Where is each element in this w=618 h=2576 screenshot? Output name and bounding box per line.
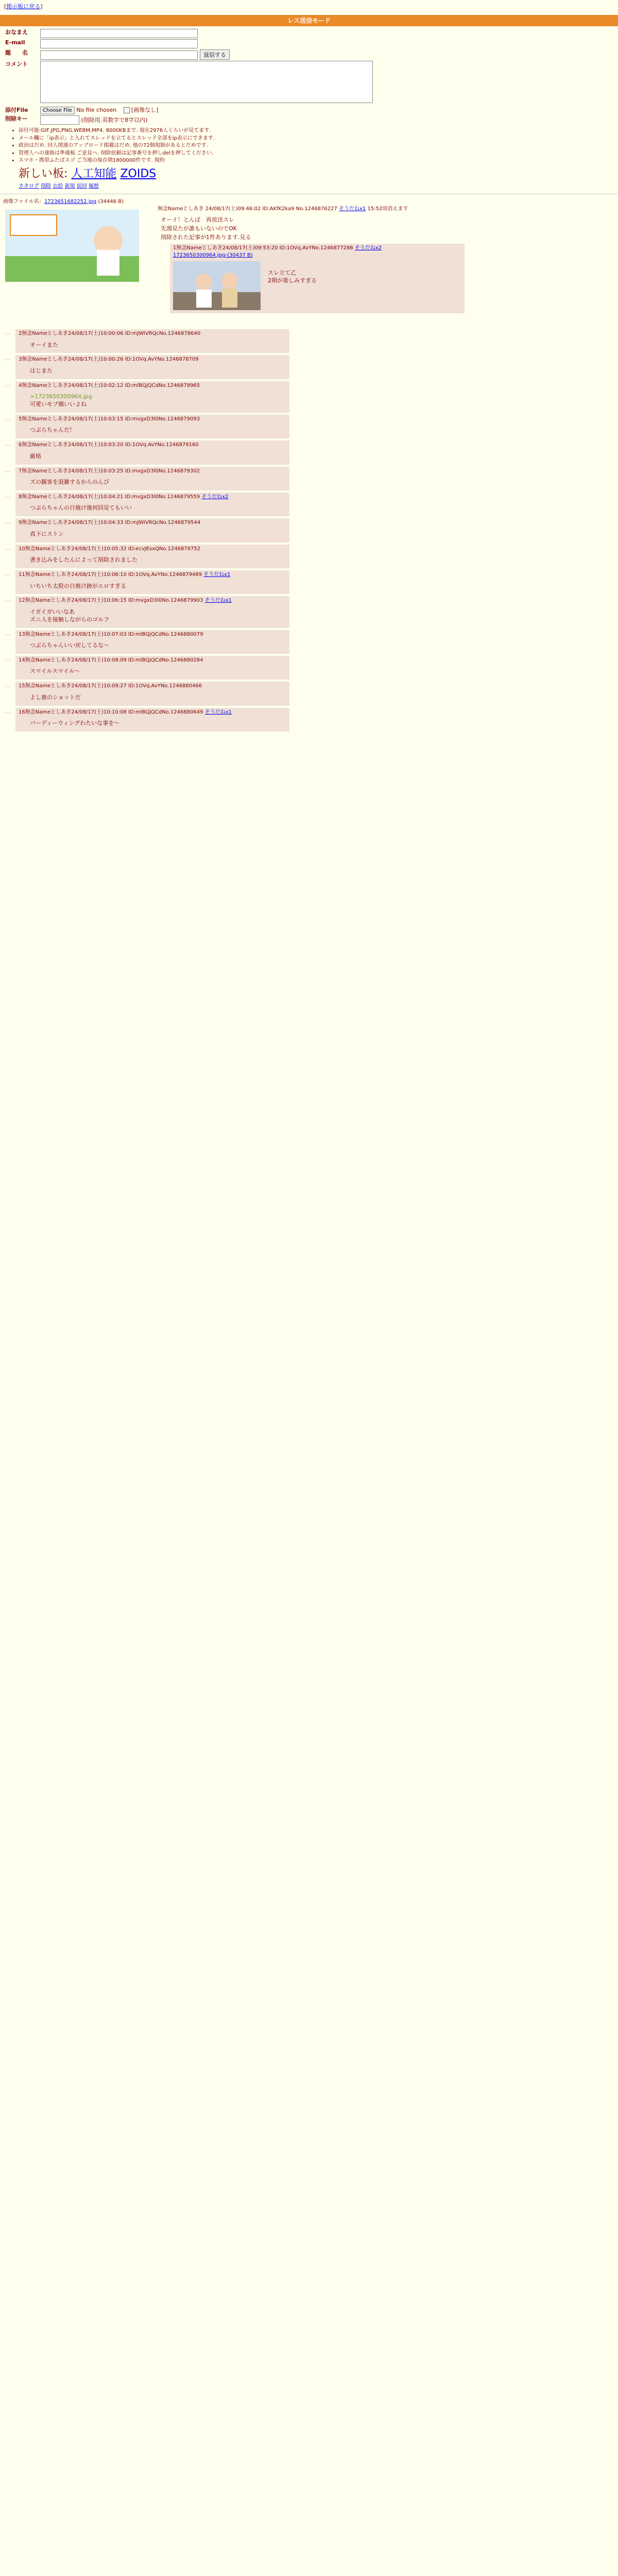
- name-input[interactable]: [40, 29, 198, 38]
- op-file-size: (34446 B): [98, 199, 124, 205]
- reply-meta: 無念Nameとしあき24/08/17(土)10:07:03 ID:mlBQjQCdNo.1246880079: [25, 631, 203, 637]
- reply-meta: 無念Nameとしあき24/08/17(土)10:10:08 ID:mlBQjQCdNo.1246880649: [25, 709, 203, 715]
- sodane-button[interactable]: そうだねx1: [339, 206, 366, 212]
- reply-wrapper: [0, 438, 618, 464]
- op-header: 無念Nameとしあき 24/08/17(土)09:46:02 ID:AKfK2ka9 No.1246876227 そうだねx1 15:52頃消えます: [158, 206, 408, 212]
- reply-meta: 無念Nameとしあき24/08/17(土)10:08:09 ID:mlBQjQCdNo.1246880284: [25, 657, 203, 663]
- reply-wrapper: [0, 706, 618, 732]
- reply-line: 厳格: [30, 452, 41, 460]
- reply-wrapper: [0, 568, 618, 594]
- reply-list: [0, 327, 618, 732]
- reply-body: [30, 342, 286, 349]
- delete-link[interactable]: 削除: [41, 183, 52, 189]
- password-input[interactable]: [40, 115, 79, 125]
- reply-post: [15, 355, 289, 379]
- reply-body: [30, 608, 286, 624]
- reply-line: いちいち太股の日焼け跡がエロすぎる: [30, 582, 126, 589]
- no-image-checkbox[interactable]: [124, 107, 130, 113]
- reply-header: [19, 330, 286, 337]
- reply-body: [30, 531, 286, 538]
- reply-body: [30, 393, 286, 409]
- reply-line: 真下にストン: [30, 530, 64, 537]
- reply-post: [15, 381, 289, 413]
- reply-meta: 無念Nameとしあき24/08/17(土)10:09:27 ID:1OVq.AvYNo.1246880466: [25, 683, 202, 689]
- reply-body: [30, 367, 286, 375]
- no-image-label: [画像なし]: [131, 106, 159, 113]
- reply-meta: 無念Nameとしあき24/08/17(土)10:00:06 ID:mJWiVRQcNo.1246878640: [22, 331, 201, 337]
- comment-label: コメント: [5, 61, 28, 68]
- reply-number: 6: [19, 442, 22, 448]
- note-item: • メール欄に「ip表示」と入れてスレッドを立てるとスレッド全部をip表示にできます.: [19, 135, 618, 142]
- reply-header: [19, 494, 286, 501]
- reply-post: [15, 708, 289, 732]
- reply-meta: 無念Nameとしあき24/08/17(土)10:06:15 ID:mvgxD3l0No.1246879903: [25, 598, 203, 604]
- reply-form: [3, 28, 375, 125]
- note-item: • 添付可能:GIF,JPG,PNG,WEBM,MP4. 8000KBまで. 現在2976人くらいが見てます.: [19, 127, 618, 134]
- board-links: [19, 183, 618, 190]
- reply-number: 8: [19, 494, 22, 500]
- reply-header: [19, 468, 286, 475]
- file-label: 添付File: [5, 106, 28, 113]
- reply-number: 2: [19, 331, 22, 337]
- reply-line: オーイまた: [30, 341, 58, 348]
- reply-wrapper: [0, 594, 618, 628]
- reply-post: [15, 493, 289, 516]
- reply-body: [30, 453, 286, 461]
- reply-meta: 無念Nameとしあき24/08/17(土)10:05:32 ID:ecvJEsxQNo.1246879752: [25, 546, 201, 552]
- reply-meta: 無念Nameとしあき24/08/17(土)10:03:20 ID:1OVq.AvYNo.1246879160: [22, 442, 199, 448]
- email-input[interactable]: [40, 39, 198, 48]
- reply-post: [15, 682, 289, 705]
- new-boards-prefix: 新しい板:: [19, 167, 68, 180]
- reply-line: スマイルスマイル～: [30, 668, 80, 675]
- reply-body: [30, 694, 286, 702]
- reply-post: [15, 570, 289, 594]
- top-nav: [掲示板に戻る]: [4, 3, 43, 10]
- name-label: おなまえ: [5, 29, 28, 36]
- reply-number: 3: [19, 357, 22, 363]
- reply-meta: 無念Nameとしあき24/08/17(土)10:03:25 ID:mvgxD3l0No.1246879302: [22, 468, 200, 474]
- op-line: 削除された記事が1件あります.見る: [161, 233, 251, 241]
- note-item: • スマホ・携帯ふたばスゴ ご当地の保存期1800000件です. 規約: [19, 157, 618, 164]
- reply-line: 書き込みをしたんによって削除されました: [30, 556, 138, 564]
- submit-button[interactable]: 返信する: [200, 49, 230, 60]
- reply-header: [19, 416, 286, 423]
- reply-wrapper: [0, 379, 618, 413]
- reply-line: 可愛いモブ顔いいよね: [30, 401, 87, 408]
- reply-header: [19, 709, 286, 716]
- reply-body: [30, 668, 286, 675]
- oekaki-link[interactable]: お絵: [53, 183, 63, 189]
- reply-line: イガイガいいなあ: [30, 608, 75, 615]
- reply-header: [19, 442, 286, 449]
- board-notes: [19, 127, 618, 164]
- subject-input[interactable]: [40, 50, 198, 60]
- reply-number: 11: [19, 572, 25, 578]
- reply-number: 13: [19, 631, 25, 637]
- reply-body: [30, 720, 286, 727]
- reply-number: 5: [19, 416, 22, 422]
- op-line: 先週見たが誰もいないのでOK: [161, 225, 237, 232]
- reply-line: 2期が楽しみすぎる: [268, 277, 317, 284]
- reply-line: つぶらちゃんの日焼け後何回見てもいい: [30, 504, 132, 512]
- reply-header: [19, 683, 286, 690]
- choose-file-button[interactable]: Choose File: [40, 107, 75, 115]
- email-label: E-mail: [5, 39, 25, 46]
- reply-header: [19, 356, 286, 363]
- reply-wrapper: [0, 543, 618, 568]
- op-file-prefix: 画像ファイル名：: [3, 199, 44, 205]
- op-line: オーイ！とんぼ 再放送スレ: [161, 216, 234, 224]
- reply-header: [19, 546, 286, 553]
- prev-link[interactable]: 前回: [76, 183, 87, 189]
- sodane-button[interactable]: そうだねx1: [204, 598, 232, 604]
- password-note: (削除用.英数字で8字以内): [81, 116, 148, 124]
- reply-wrapper: [0, 327, 618, 353]
- reply-header: [19, 631, 286, 638]
- reply-body: [30, 642, 286, 650]
- reply-body: [30, 504, 286, 512]
- reply-line: はじまた: [30, 367, 53, 374]
- reply-post: [15, 656, 289, 680]
- reply-number: 10: [19, 546, 25, 552]
- reply-post: [15, 440, 289, 464]
- reply-post: [15, 545, 289, 568]
- reply-header: [19, 597, 286, 604]
- note-item: • 政治はだめ. 同人関連のアップロード掲載はだめ. 他の72個規制があるとだめです.: [19, 142, 618, 149]
- note-item: • 管理人への連絡は準備板 ご意見へ. 削除依頼は記事番号を押しdelを押してください.: [19, 150, 618, 157]
- sodane-button[interactable]: そうだねx2: [354, 245, 382, 251]
- reply-meta: 無念Nameとしあき24/08/17(土)10:04:21 ID:mvgxD3l0No.1246879559: [22, 494, 200, 500]
- reply-meta: 無念Nameとしあき24/08/17(土)10:00:26 ID:1OVq.AvYNo.1246878709: [22, 357, 199, 363]
- reply-number: 9: [19, 520, 22, 526]
- reply-wrapper: [0, 490, 618, 516]
- reply-meta: 無念Nameとしあき24/08/17(土)10:06:10 ID:1OVq.AvYNo.1246879489: [25, 572, 202, 578]
- reply-wrapper: [0, 516, 618, 542]
- reply-header: [19, 571, 286, 579]
- reply-line: >1723650300964.jpg: [30, 393, 92, 400]
- reply-header: [19, 657, 286, 664]
- no-file-text: No file chosen: [76, 106, 117, 113]
- reply-line: バーディーウィングわたいな事を～: [30, 720, 120, 727]
- op-body: [161, 216, 615, 242]
- reply-line: ズの観客を混雑するからのんび: [30, 479, 109, 486]
- history-link[interactable]: 履歴: [88, 183, 99, 189]
- new-link[interactable]: 新規: [64, 183, 75, 189]
- reply-body: [30, 479, 286, 486]
- reply-header: [19, 382, 286, 389]
- subject-label: 題 名: [5, 49, 28, 57]
- sodane-button[interactable]: そうだねx1: [204, 709, 232, 715]
- reply-wrapper: [0, 680, 618, 705]
- reply-post: [15, 518, 289, 542]
- reply-line: ズニ人を接触しながらのゴルフ: [30, 616, 109, 623]
- back-to-board-link[interactable]: 掲示板に戻る: [6, 3, 41, 10]
- reply-post: [15, 596, 289, 628]
- reply-number: 7: [19, 468, 22, 474]
- reply-file-link[interactable]: 1723650300964.jpg-(30437 B): [173, 252, 253, 259]
- password-label: 削除キー: [5, 115, 28, 123]
- reply-wrapper: [0, 465, 618, 490]
- reply-body: [30, 427, 286, 434]
- op-thumbnail[interactable]: [5, 210, 139, 282]
- zoids-board-link[interactable]: ZOIDS: [120, 167, 157, 180]
- reply-body: [30, 583, 286, 590]
- sodane-button[interactable]: そうだねx2: [201, 494, 229, 500]
- op-file-link[interactable]: 1723651682252.jpg: [44, 199, 97, 205]
- reply-wrapper: [0, 628, 618, 654]
- reply-number: 16: [19, 709, 25, 715]
- reply-wrapper: [0, 654, 618, 680]
- reply-header: 1無念Nameとしあき24/08/17(土)09:53:20 ID:1OVq.AvYNo.1246877288 そうだねx2: [173, 245, 382, 251]
- reply-number: 4: [19, 382, 22, 388]
- reply-number: 12: [19, 598, 25, 604]
- reply-1: [170, 244, 465, 313]
- reply-line: つぶらちゃんいい戻してるな～: [30, 642, 109, 649]
- reply-wrapper: [0, 413, 618, 438]
- reply-line: つぶらちゃんだ！: [30, 427, 75, 434]
- reply-post: [15, 415, 289, 438]
- reply-body: [30, 556, 286, 564]
- reply-meta: 無念Nameとしあき24/08/17(土)10:02:12 ID:mlBQjQCdNo.1246878965: [22, 382, 200, 388]
- reply-line: よし旗のショットだ: [30, 693, 81, 701]
- reply-header: [19, 519, 286, 527]
- reply-post: [15, 467, 289, 490]
- reply-meta: 無念Nameとしあき24/08/17(土)10:03:15 ID:mvgxD3l0No.1246879093: [22, 416, 200, 422]
- reply-mode-banner: レス送信モード: [0, 15, 618, 26]
- reply-meta: 無念Nameとしあき24/08/17(土)10:04:33 ID:mJWiVRQcNo.1246879544: [22, 520, 201, 526]
- reply-wrapper: [0, 353, 618, 379]
- reply-number: 15: [19, 683, 25, 689]
- reply-post: [15, 630, 289, 654]
- ai-board-link[interactable]: 人工知能: [71, 167, 117, 180]
- sodane-button[interactable]: そうだねx1: [203, 572, 231, 578]
- reply-line: スレ立て乙: [268, 269, 296, 276]
- reply-number: 14: [19, 657, 25, 663]
- reply-thumbnail[interactable]: [173, 261, 261, 310]
- comment-textarea[interactable]: [40, 61, 373, 103]
- catalog-link[interactable]: カタログ: [19, 183, 39, 189]
- reply-post: [15, 329, 289, 353]
- op-post: [0, 198, 618, 327]
- new-boards-nav: [19, 166, 618, 182]
